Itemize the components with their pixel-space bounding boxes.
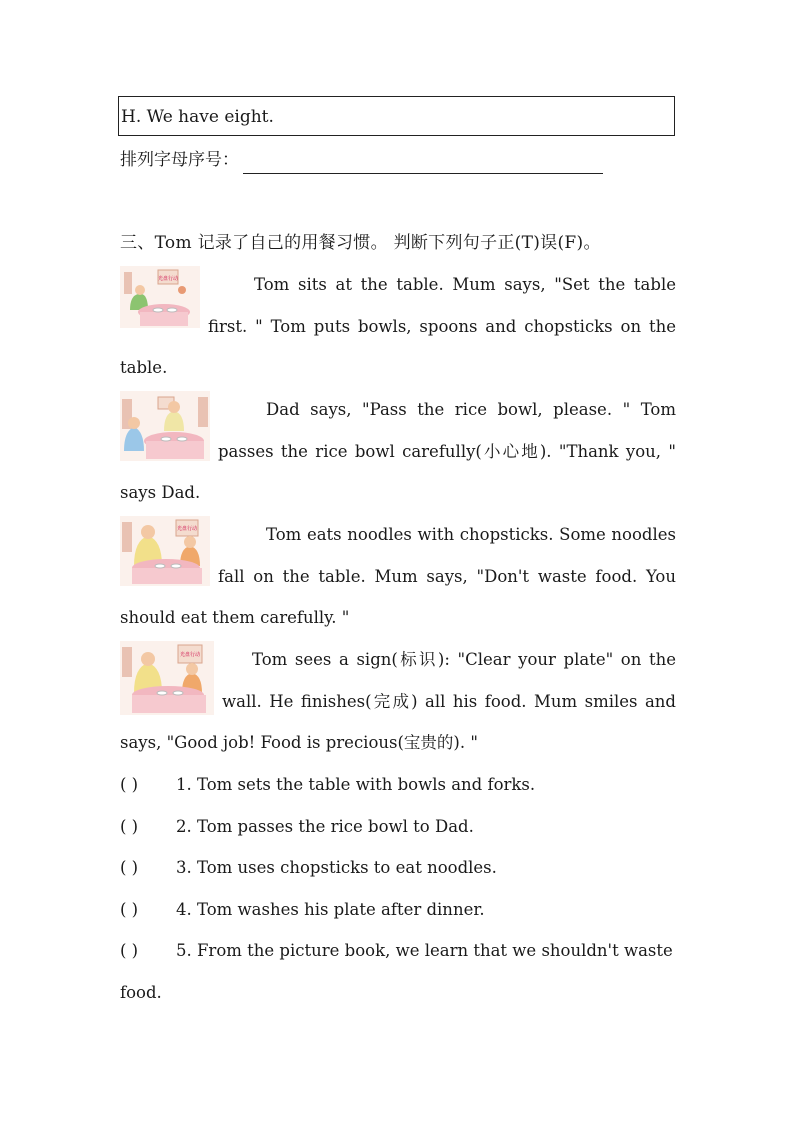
question-5 — [120, 930, 676, 1013]
passage-text-4: Tom sees a sign(标识): "Clear your plate" on the wall. He finishes(完成) all his food. Mum smiles and says, "Good job! Food is precious(宝贵的). " — [120, 650, 676, 752]
order-answer-line — [120, 146, 603, 174]
question-text: 1. Tom sets the table with bowls and forks. — [176, 775, 536, 794]
option-h-text: H. We have eight. — [121, 107, 274, 127]
answer-paren[interactable]: ( ) — [120, 858, 139, 877]
question-text: 5. From the picture book, we learn that we shouldn't waste food. — [120, 941, 673, 1002]
question-text: 3. Tom uses chopsticks to eat noodles. — [176, 858, 497, 877]
sign-text: 光盘行动 — [179, 652, 201, 658]
question-3 — [120, 847, 676, 889]
question-4 — [120, 889, 676, 931]
option-h-box — [118, 96, 675, 136]
dad-and-tom-at-table-illustration — [120, 391, 210, 461]
passage-paragraph-1 — [120, 264, 676, 389]
mum-and-tom-eating-illustration — [120, 516, 210, 586]
passage-text-1: Tom sits at the table. Mum says, "Set the table first. " Tom puts bowls, spoons and chopsticks on the table. — [120, 275, 676, 377]
section-heading: 三、Tom 记录了自己的用餐习惯。 判断下列句子正(T)误(F)。 — [120, 233, 601, 253]
family-setting-table-illustration — [120, 266, 200, 328]
passage-paragraph-4 — [120, 639, 676, 764]
answer-paren[interactable]: ( ) — [120, 941, 139, 960]
question-2 — [120, 806, 676, 848]
sign-text: 光盘行动 — [176, 526, 198, 532]
passage-paragraph-3 — [120, 514, 676, 639]
question-text: 2. Tom passes the rice bowl to Dad. — [176, 817, 474, 836]
answer-paren[interactable]: ( ) — [120, 900, 139, 919]
sign-on-wall-illustration — [120, 641, 214, 715]
question-text: 4. Tom washes his plate after dinner. — [176, 900, 485, 919]
order-label: 排列字母序号： — [120, 150, 239, 170]
passage-paragraph-2 — [120, 389, 676, 514]
question-1 — [120, 764, 676, 806]
passage-text-3: Tom eats noodles with chopsticks. Some noodles fall on the table. Mum says, "Don't waste food. You should eat them carefully. " — [120, 525, 676, 627]
answer-paren[interactable]: ( ) — [120, 775, 139, 794]
passage-text-2: Dad says, "Pass the rice bowl, please. " Tom passes the rice bowl carefully(小心地). "Thank you, " says Dad. — [120, 400, 676, 502]
answer-paren[interactable]: ( ) — [120, 817, 139, 836]
order-answer-blank[interactable] — [243, 153, 603, 174]
sign-text: 光盘行动 — [157, 276, 179, 282]
